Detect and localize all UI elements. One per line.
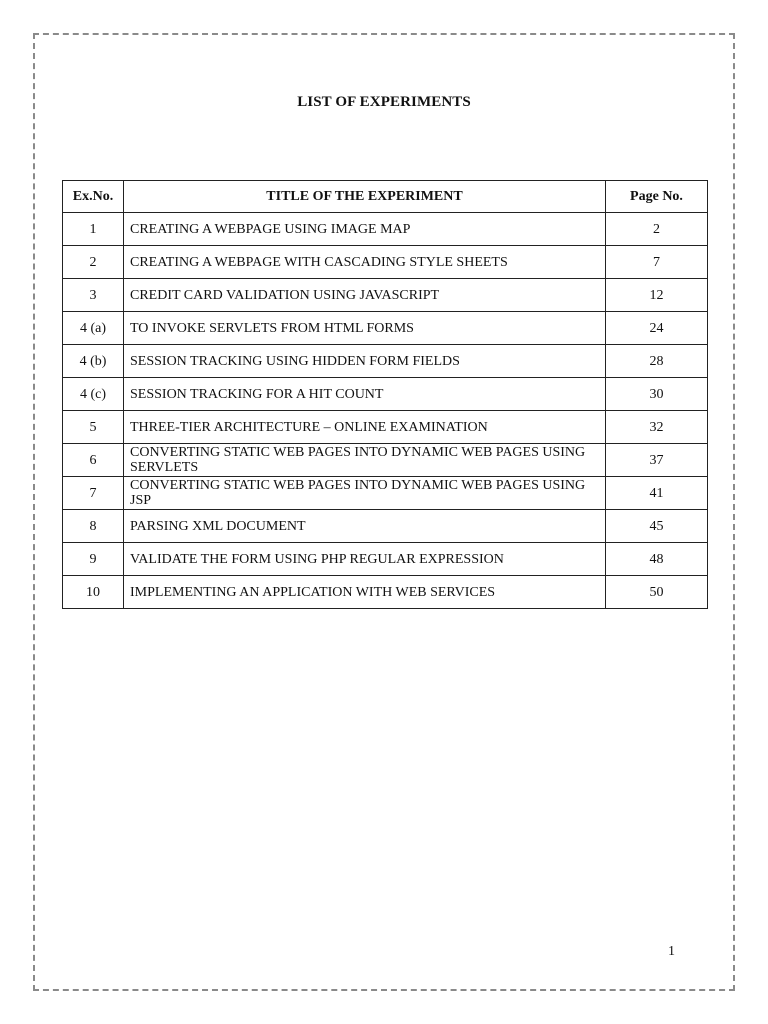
table-row bbox=[63, 345, 708, 378]
ex-no-cell: 7 bbox=[63, 477, 124, 510]
experiment-title-cell: CREDIT CARD VALIDATION USING JAVASCRIPT bbox=[124, 279, 606, 312]
table-row bbox=[63, 411, 708, 444]
experiment-title-cell: TO INVOKE SERVLETS FROM HTML FORMS bbox=[124, 312, 606, 345]
page-no-cell: 32 bbox=[606, 411, 708, 444]
experiment-title-cell: SESSION TRACKING USING HIDDEN FORM FIELDS bbox=[124, 345, 606, 378]
ex-no-cell: 2 bbox=[63, 246, 124, 279]
table-row bbox=[63, 312, 708, 345]
table-row bbox=[63, 543, 708, 576]
page-title: LIST OF EXPERIMENTS bbox=[297, 94, 471, 110]
page-no-cell: 12 bbox=[606, 279, 708, 312]
page-number: 1 bbox=[668, 944, 675, 959]
ex-no-cell: 4 (a) bbox=[63, 312, 124, 345]
ex-no-cell: 3 bbox=[63, 279, 124, 312]
table-row bbox=[63, 246, 708, 279]
experiment-title-cell: CREATING A WEBPAGE USING IMAGE MAP bbox=[124, 213, 606, 246]
ex-no-cell: 4 (c) bbox=[63, 378, 124, 411]
ex-no-cell: 1 bbox=[63, 213, 124, 246]
page-no-cell: 50 bbox=[606, 576, 708, 609]
experiment-title-cell: SESSION TRACKING FOR A HIT COUNT bbox=[124, 378, 606, 411]
ex-no-cell: 5 bbox=[63, 411, 124, 444]
table-row bbox=[63, 378, 708, 411]
header-page-no: Page No. bbox=[606, 181, 708, 213]
ex-no-cell: 4 (b) bbox=[63, 345, 124, 378]
table-header-row bbox=[63, 181, 708, 213]
ex-no-cell: 8 bbox=[63, 510, 124, 543]
experiment-title-cell: THREE-TIER ARCHITECTURE – ONLINE EXAMINATION bbox=[124, 411, 606, 444]
experiment-title-cell: CONVERTING STATIC WEB PAGES INTO DYNAMIC WEB PAGES USING SERVLETS bbox=[124, 444, 606, 477]
ex-no-cell: 10 bbox=[63, 576, 124, 609]
experiment-title-cell: VALIDATE THE FORM USING PHP REGULAR EXPRESSION bbox=[124, 543, 606, 576]
ex-no-cell: 9 bbox=[63, 543, 124, 576]
experiment-title-cell: CREATING A WEBPAGE WITH CASCADING STYLE SHEETS bbox=[124, 246, 606, 279]
page-no-cell: 24 bbox=[606, 312, 708, 345]
table-row bbox=[63, 279, 708, 312]
page-no-cell: 30 bbox=[606, 378, 708, 411]
table-row bbox=[63, 477, 708, 510]
experiment-title-cell: CONVERTING STATIC WEB PAGES INTO DYNAMIC WEB PAGES USING JSP bbox=[124, 477, 606, 510]
experiment-title-cell: PARSING XML DOCUMENT bbox=[124, 510, 606, 543]
header-ex-no: Ex.No. bbox=[63, 181, 124, 213]
header-title: TITLE OF THE EXPERIMENT bbox=[124, 181, 606, 213]
table-row bbox=[63, 213, 708, 246]
page-no-cell: 45 bbox=[606, 510, 708, 543]
page-no-cell: 28 bbox=[606, 345, 708, 378]
page-no-cell: 41 bbox=[606, 477, 708, 510]
page-no-cell: 2 bbox=[606, 213, 708, 246]
ex-no-cell: 6 bbox=[63, 444, 124, 477]
table-row bbox=[63, 510, 708, 543]
table-row bbox=[63, 576, 708, 609]
page-no-cell: 48 bbox=[606, 543, 708, 576]
page-no-cell: 37 bbox=[606, 444, 708, 477]
experiments-table bbox=[62, 180, 708, 609]
experiment-title-cell: IMPLEMENTING AN APPLICATION WITH WEB SERVICES bbox=[124, 576, 606, 609]
page-no-cell: 7 bbox=[606, 246, 708, 279]
table-row bbox=[63, 444, 708, 477]
